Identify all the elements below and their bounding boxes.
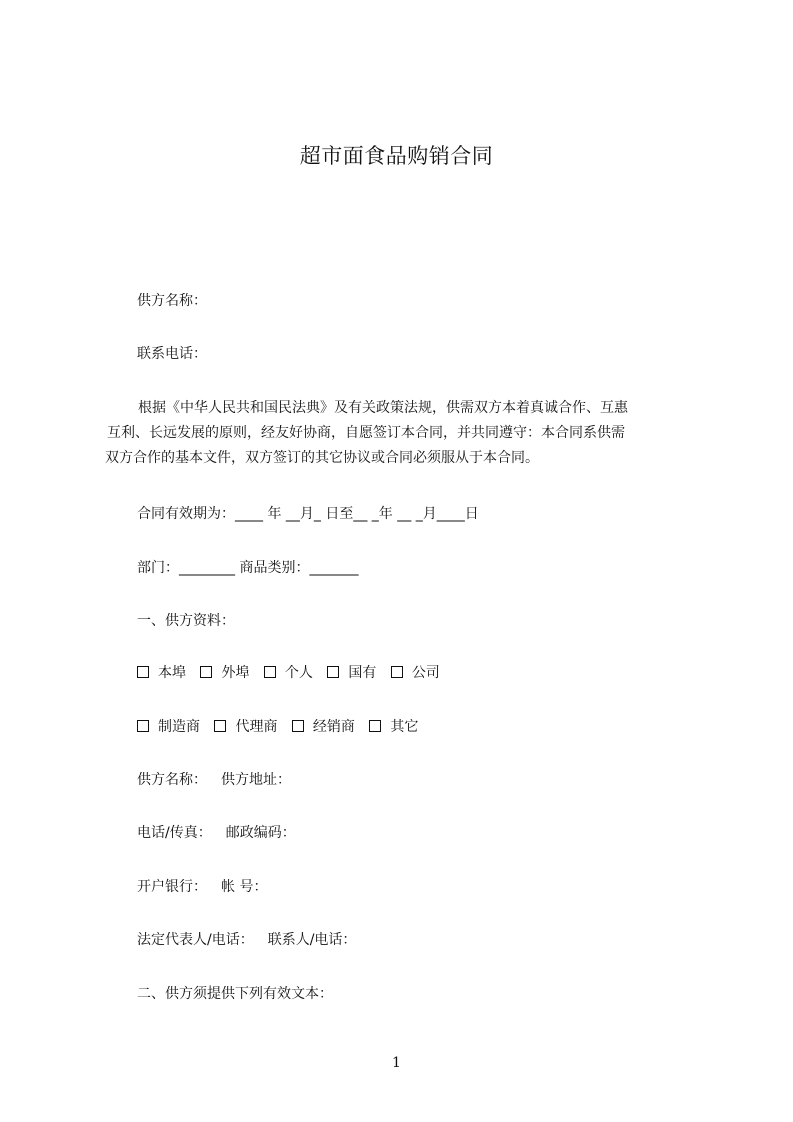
validity-line: 合同有效期为：____ 年 __月_ 日至__ _年 __ _月____日 [137, 506, 479, 522]
supplier-type-options [137, 663, 450, 683]
checkbox[interactable] [137, 666, 149, 678]
checkbox[interactable] [214, 720, 226, 732]
checkbox[interactable] [327, 666, 339, 678]
option-state-owned[interactable]: 国有 [327, 663, 376, 683]
checkbox[interactable] [200, 666, 212, 678]
field-bank: 开户银行： [137, 879, 207, 895]
checkbox[interactable] [369, 720, 381, 732]
checkbox[interactable] [137, 720, 149, 732]
field-account: 帐 号： [221, 879, 268, 895]
contact-phone-label: 联系电话： [137, 346, 207, 362]
field-legal-representative: 法定代表人/电话： [137, 932, 254, 948]
option-other[interactable]: 其它 [369, 717, 418, 737]
intro-line-1: 根据《中华人民共和国民法典》及有关政策法规，供需双方本着真诚合作、互惠 [138, 400, 628, 416]
option-agent[interactable]: 代理商 [214, 717, 277, 737]
supplier-role-options [137, 717, 428, 737]
option-distributor[interactable]: 经销商 [292, 717, 355, 737]
section2-heading: 二、供方须提供下列有效文本： [137, 986, 333, 1002]
supplier-name-label: 供方名称： [137, 293, 207, 309]
field-row-representative-contact [137, 930, 356, 950]
field-supplier-name: 供方名称： [137, 772, 207, 788]
checkbox[interactable] [264, 666, 276, 678]
option-nonlocal[interactable]: 外埠 [200, 663, 249, 683]
field-postcode: 邮政编码： [225, 825, 296, 841]
field-row-name-address [137, 770, 291, 790]
section1-heading: 一、供方资料： [137, 613, 235, 629]
field-contact-person: 联系人/电话： [267, 932, 357, 948]
field-row-bank-account [137, 877, 267, 897]
checkbox[interactable] [391, 666, 403, 678]
intro-line-3: 双方合作的基本文件，双方签订的其它协议或合同必须服从于本合同。 [105, 450, 539, 466]
option-individual[interactable]: 个人 [264, 663, 313, 683]
field-phone-fax: 电话/传真： [137, 825, 212, 841]
option-local[interactable]: 本埠 [137, 663, 186, 683]
option-company[interactable]: 公司 [391, 663, 440, 683]
field-supplier-address: 供方地址： [221, 772, 291, 788]
intro-line-2: 互利、长远发展的原则，经友好协商，自愿签订本合同，并共同遵守：本合同系供需 [107, 425, 625, 441]
page-number: 1 [392, 1055, 401, 1071]
document-title: 超市面食品购销合同 [299, 144, 494, 168]
field-row-phone-postcode [137, 823, 296, 843]
option-manufacturer[interactable]: 制造商 [137, 717, 200, 737]
intro-paragraph [107, 396, 707, 471]
checkbox[interactable] [292, 720, 304, 732]
department-line: 部门：________ 商品类别：_______ [137, 560, 359, 576]
